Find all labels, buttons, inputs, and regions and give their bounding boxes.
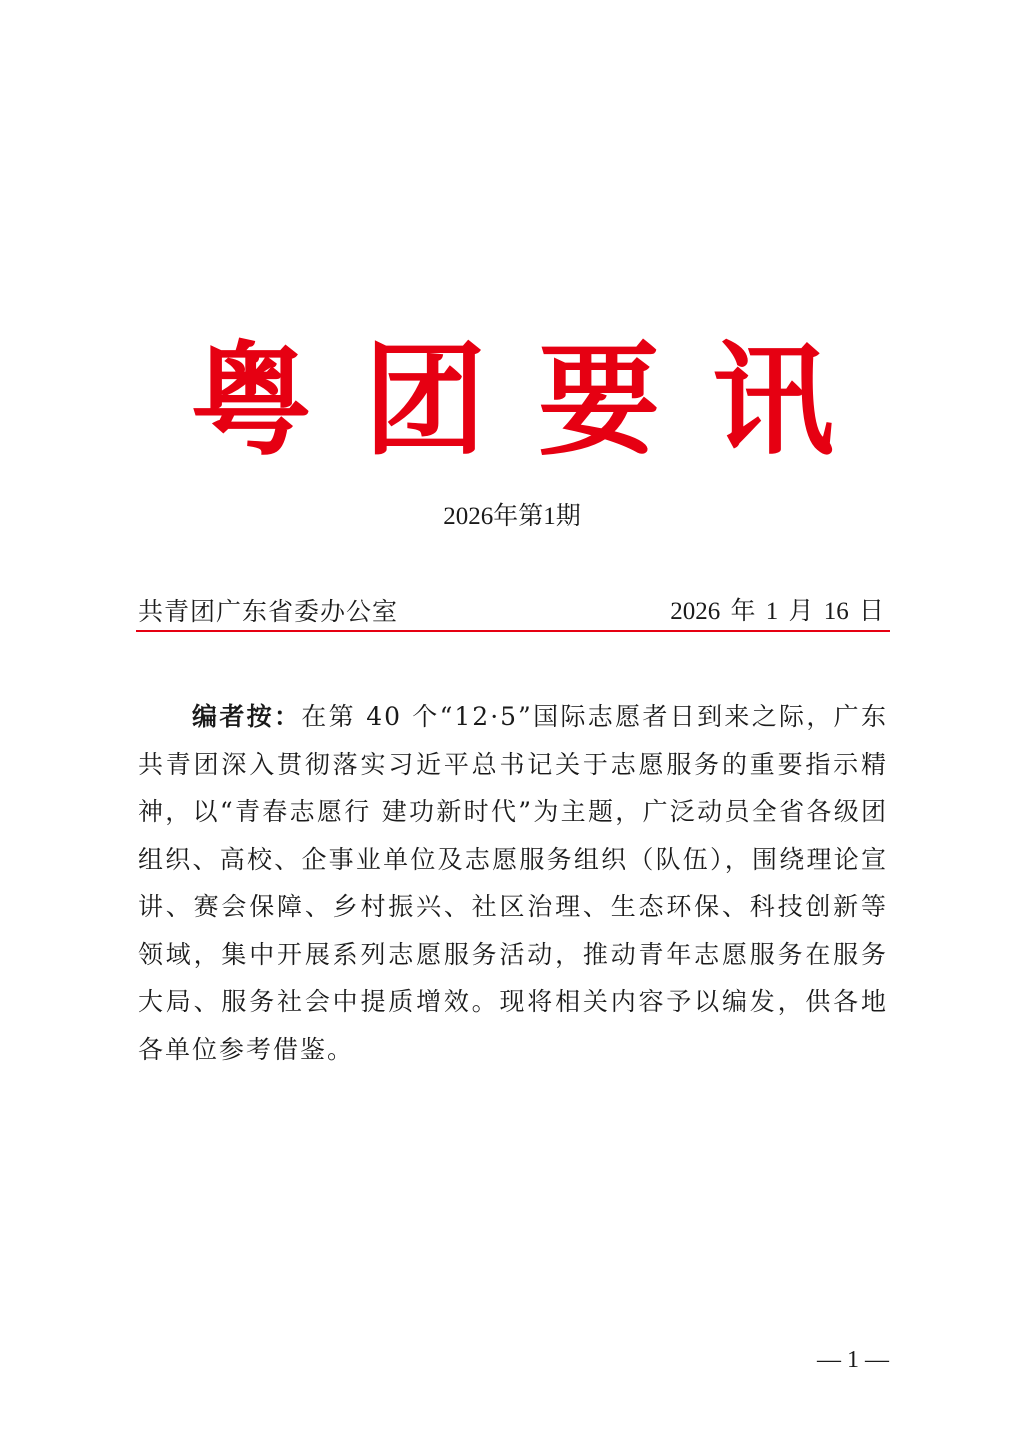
header-divider [136, 630, 890, 632]
editor-note-lead: 编者按： [192, 702, 302, 731]
issue-number: 2026年第1期 [443, 503, 581, 530]
issuer-name: 共青团广东省委办公室 [138, 597, 399, 626]
editor-note [138, 693, 888, 1073]
page-number: — 1 — [817, 1347, 889, 1373]
document-header [138, 594, 888, 630]
issue-date: 2026 年 1 月 16 日 [670, 598, 884, 625]
editor-note-body: 在第 40 个“12·5”国际志愿者日到来之际，广东共青团深入贯彻落实习近平总书记关于志愿服务的重要指示精神，以“青春志愿行 建功新时代”为主题，广泛动员全省各级团组织、高校、企事业单位及志愿服务组织（队伍），围绕理论宣讲、赛会保障、乡村振兴、社区治理、生态环保、科技创新等领域，集中开展系列志愿服务活动，推动青年志愿服务在服务大局、服务社会中提质增效。现将相关内容予以编发，供各地各单位参考借鉴。 [138, 702, 888, 1064]
masthead-title: 粤团要讯 [190, 328, 886, 472]
